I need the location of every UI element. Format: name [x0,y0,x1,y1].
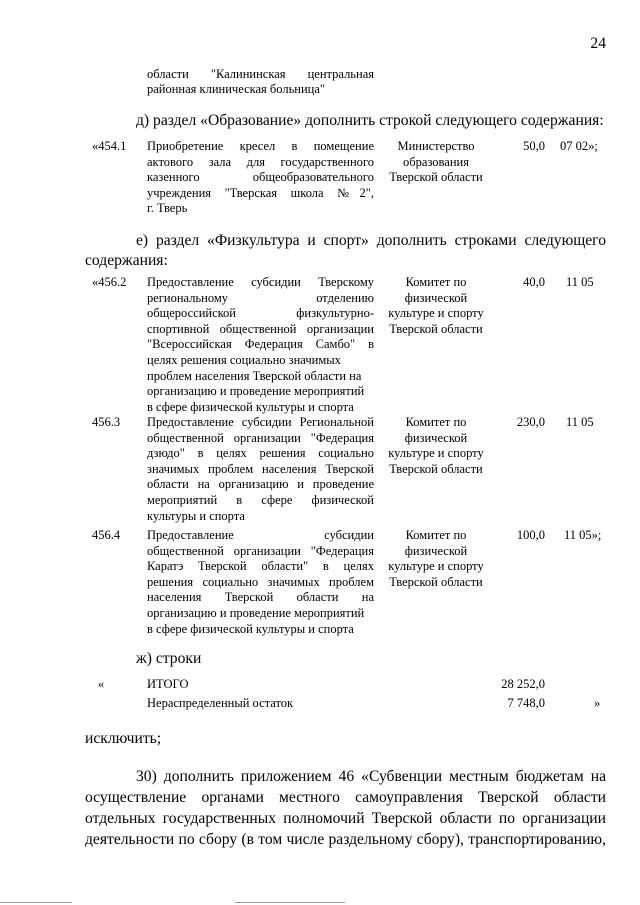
description-line: мероприятий в сфере физической [147,492,374,507]
description-line: значимых проблем населения Тверской [147,461,374,476]
description-line: культуры и спорта [147,508,245,523]
item-30-line-4: деятельности по сбору (в том числе раздельному сбору), транспортированию, [85,831,606,848]
row-456-4-organization [382,528,490,590]
item-30-line-2: осуществление органами местного самоуправления Тверской области [85,789,606,806]
description-line: региональному отделению [147,290,374,305]
row-454-1-organization [382,139,490,186]
org-line: Тверской области [389,574,483,589]
row-456-2-organization [382,275,490,337]
row-456-3-amount: 230,0 [516,415,545,429]
description-line: учреждения "Тверская школа №2", [147,185,374,200]
org-line: культуре и спорту [388,446,484,461]
unallocated-remainder-amount: 7 748,0 [507,696,545,710]
description-line: г. Тверь [147,201,188,216]
row-454-1-amount: 50,0 [523,139,545,153]
item-30-line-1: 30) дополнить приложением 46 «Субвенции местным бюджетам на [136,768,606,785]
org-line: Комитет по [405,275,467,289]
row-456-3-number: 456.3 [92,415,121,429]
row-456-3-organization [382,415,490,477]
description-line: общественной организации "Федерация [147,543,374,558]
row-454-1-description [147,139,374,217]
description-line: общественной организации "Федерация [147,430,374,445]
open-quote: « [98,677,105,691]
unallocated-remainder-label: Нераспределенный остаток [147,696,294,710]
org-line: культуре и спорту [388,559,484,574]
description-line: актового зала для государственного [147,154,374,169]
row-454-1-code: 07 02»; [560,139,598,153]
continuation-line-1: области "Калининская центральная [147,67,374,81]
section-d-heading: д) раздел «Образование» дополнить строкой следующего содержания: [136,112,604,129]
description-line: организацию и проведение мероприятий [147,605,365,620]
org-line: Тверской области [389,461,483,476]
scan-artifact-line [0,902,72,903]
total-amount: 28 252,0 [501,677,545,691]
continuation-line-2: районная клиническая больница" [147,82,326,96]
row-456-4-amount: 100,0 [516,528,545,542]
org-line: Министерство [397,139,475,153]
row-454-1-number: «454.1 [92,139,127,153]
section-e-heading-line-1: е) раздел «Физкультура и спорт» дополнить строками следующего [136,232,606,249]
total-label: ИТОГО [147,677,189,691]
section-e-heading-line-2: содержания: [85,252,168,269]
org-line: физической [404,543,468,558]
description-line: Каратэ Тверской области" в целях [147,559,374,574]
description-line: населения Тверской области на [147,590,374,605]
row-456-2-amount: 40,0 [523,275,545,289]
org-line: Тверской области [389,321,483,336]
row-456-4-number: 456.4 [92,528,121,542]
description-line: в сфере физической культуры и спорта [147,399,354,414]
description-line: организацию и проведение мероприятий [147,384,365,399]
row-456-2-code: 11 05 [566,275,594,289]
description-line: в сфере физической культуры и спорта [147,621,354,636]
description-line: решения социально значимых проблем [147,574,374,589]
row-456-4-description [147,528,374,637]
org-line: культуре и спорту [388,306,484,321]
org-line: физической [404,290,468,305]
description-line: "Всероссийская Федерация Самбо" в [147,337,374,352]
description-line: целях решения социально значимых [147,352,341,367]
page-number: 24 [590,35,606,52]
section-zh-heading: ж) строки [136,650,202,667]
close-quote: » [594,696,601,710]
scan-artifact-line [235,902,345,903]
org-line: Комитет по [405,528,467,542]
exclude-text: исключить; [85,730,162,747]
description-line: Предоставление субсидии [147,528,374,542]
description-line: спортивной общественной организации [147,321,374,336]
row-456-4-code: 11 05»; [564,528,602,542]
description-line: общероссийской физкультурно- [147,306,374,321]
item-30-line-3: отдельных государственных полномочий Тверской области по организации [85,810,606,827]
description-line: Предоставление субсидии Региональной [147,415,374,429]
description-line: Приобретение кресел в помещение [147,139,374,153]
row-456-3-code: 11 05 [566,415,594,429]
org-line: Тверской области [389,170,483,185]
description-line: области на организацию и проведение [147,477,374,492]
description-line: проблем населения Тверской области на [147,368,362,383]
org-line: образования [403,154,469,169]
org-line: физической [404,430,468,445]
org-line: Комитет по [405,415,467,429]
description-line: дзюдо" в целях решения социально [147,446,374,461]
row-456-2-number: «456.2 [92,275,127,289]
description-line: Предоставление субсидии Тверскому [147,275,374,289]
description-line: казенного общеобразовательного [147,170,374,185]
row-456-2-description [147,275,374,415]
row-456-3-description [147,415,374,524]
